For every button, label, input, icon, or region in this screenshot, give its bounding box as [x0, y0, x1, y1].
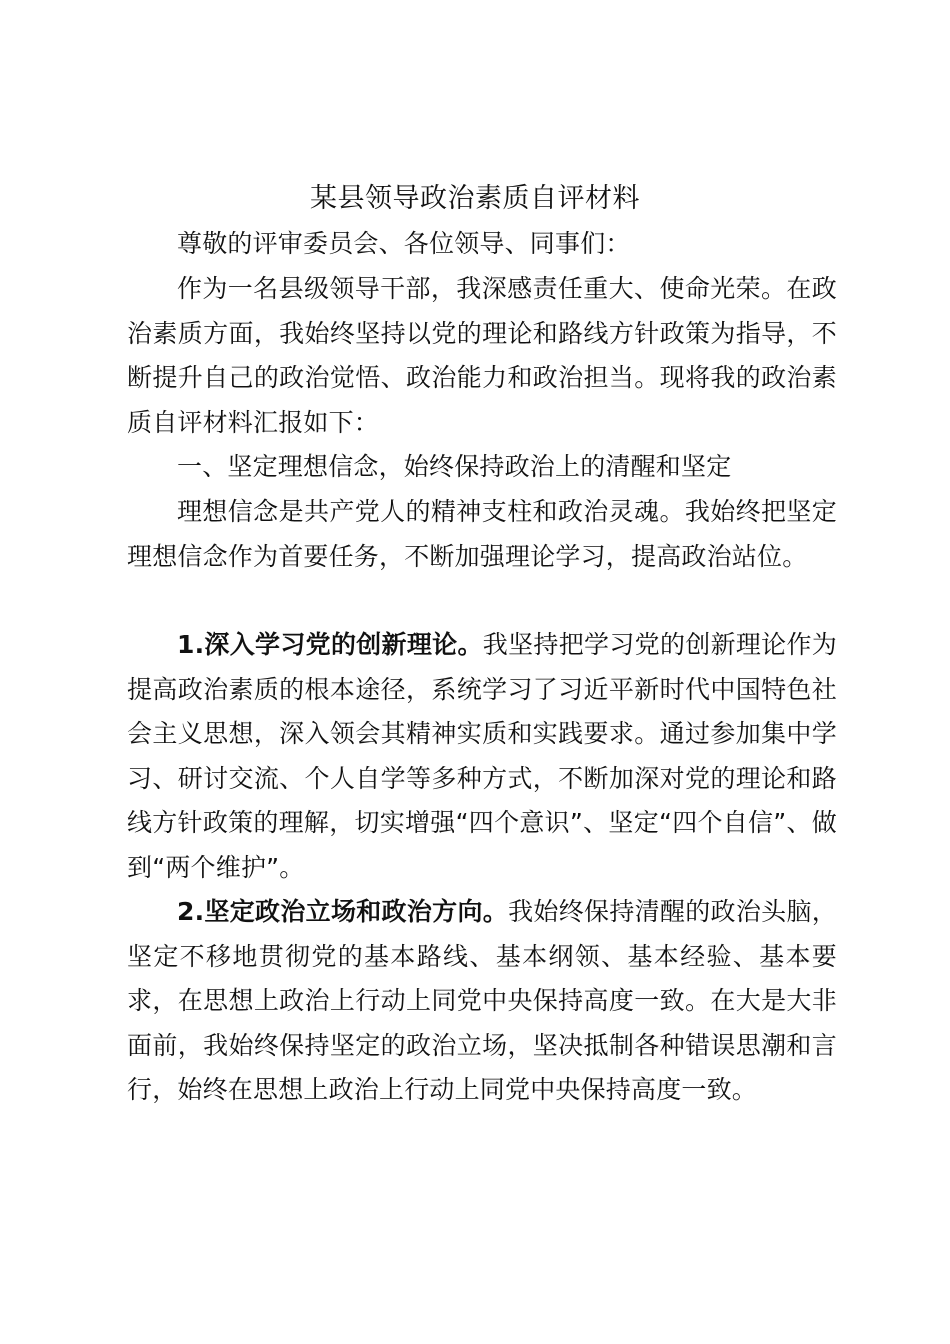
salutation: 尊敬的评审委员会、各位领导、同事们： [177, 229, 631, 258]
item-body-1: 我坚持把学习党的创新理论作为提高政治素质的根本途径，系统学习了习近平新时代中国特色社会主义思想，深入领会其精神实质和实践要求。通过参加集中学习、研讨交流、个人自学等多种方式，不断加深对党的理论和路线方针政策的理解，切实增强“四个意识”、坚定“四个自信”、做到“两个维护”。 [127, 630, 837, 882]
intro-paragraph: 作为一名县级领导干部，我深感责任重大、使命光荣。在政治素质方面，我始终坚持以党的理论和路线方针政策为指导，不断提升自己的政治觉悟、政治能力和政治担当。现将我的政治素质自评材料汇报如下： [127, 274, 837, 437]
item-body-2: 我始终保持清醒的政治头脑，坚定不移地贯彻党的基本路线、基本纲领、基本经验、基本要求，在思想上政治上行动上同党中央保持高度一致。在大是大非面前，我始终保持坚定的政治立场，坚决抵制各种错误思潮和言行，始终在思想上政治上行动上同党中央保持高度一致。 [127, 897, 837, 1104]
section-body-paragraph: 理想信念是共产党人的精神支柱和政治灵魂。我始终把坚定理想信念作为首要任务，不断加强理论学习，提高政治站位。 [127, 497, 837, 571]
item-paragraph-1 [127, 623, 837, 890]
section-heading: 一、坚定理想信念，始终保持政治上的清醒和坚定 [177, 452, 732, 481]
item-paragraph-2 [127, 890, 837, 1113]
document-title: 某县领导政治素质自评材料 [310, 183, 640, 214]
item-heading-2: 2.坚定政治立场和政治方向。 [177, 897, 509, 926]
item-heading-1: 1.深入学习党的创新理论。 [177, 630, 483, 659]
